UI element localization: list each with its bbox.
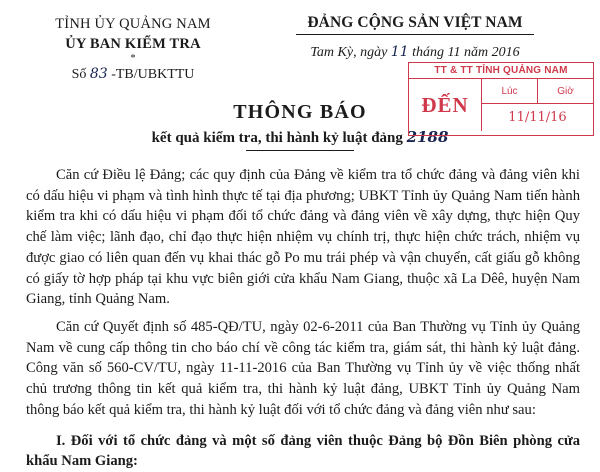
incoming-number-handwritten: 2188: [406, 128, 449, 146]
org-line-committee: ỦY BAN KIỂM TRA: [65, 36, 201, 52]
stamp-den-label: ĐẾN: [421, 92, 469, 117]
received-stamp: [408, 62, 594, 136]
document-number-line: [18, 66, 248, 83]
nation-underline: [296, 34, 534, 35]
stamp-fields: [481, 79, 593, 131]
issuing-organization: [18, 14, 248, 83]
stamp-gio-label: Giờ: [537, 79, 593, 103]
place-date-suffix: tháng 11 năm 2016: [412, 45, 520, 60]
document-number-label: Số: [71, 67, 87, 82]
page-subtitle-text: kết quả kiểm tra, thi hành kỷ luật đảng: [151, 130, 403, 146]
date-day-value: 11: [390, 44, 409, 60]
org-line-province: TỈNH ỦY QUẢNG NAM: [55, 16, 211, 32]
stamp-field-labels: [482, 79, 593, 103]
national-heading: [248, 14, 582, 61]
document-body: [0, 165, 600, 472]
document-number-value: 83: [89, 66, 108, 82]
body-paragraph-1: Căn cứ Điều lệ Đảng; các quy định của Đảng về kiểm tra tổ chức đảng và đảng viên khi có dấu hiệu vi phạm và tình hình thực tế tại địa phương; UBKT Tỉnh ủy Quảng Nam tiến hành kiểm tra khi có dấu hiệu vi phạm đối tổ chức đảng và đảng viên về xây dựng, thực hiện Quy chế làm việc; lãnh đạo, chỉ đạo thực hiện nhiệm vụ chính trị, thực hiện chức trách, nhiệm vụ được giao có liên quan đến vụ khai thác gỗ Po mu trái phép và vận chuyển, cất giấu gỗ không có giấy tờ hợp pháp tại khu vực biên giới cửa khẩu Nam Giang, thuộc xã La Dêê, huyện Nam Giang, tỉnh Quảng Nam.: [26, 167, 580, 308]
title-underline: [246, 150, 354, 151]
place-date-line: [248, 44, 582, 61]
place-date-prefix: Tam Kỳ, ngày: [310, 45, 388, 60]
body-paragraph-2: Căn cứ Quyết định số 485-QĐ/TU, ngày 02-6-2011 của Ban Thường vụ Tỉnh ủy Quảng Nam về cung cấp thông tin cho báo chí về công tác kiểm tra, giám sát, thi hành kỷ luật đảng. Công văn số 560-CV/TU, ngày 11-11-2016 của Ban Thường vụ Tỉnh ủy về việc thống nhất chủ trương thông tin kết quả kiểm tra, thi hành kỷ luật đảng, UBKT Tỉnh ủy Quảng Nam thông báo kết quả kiểm tra, thi hành kỷ luật đối với tổ chức đảng và đảng viên như sau:: [26, 319, 580, 418]
page-title: THÔNG BÁO: [233, 101, 367, 123]
stamp-organization: TT & TT TỈNH QUẢNG NAM: [434, 65, 568, 76]
stamp-luc-label: Lúc: [501, 85, 518, 97]
document-number-suffix: -TB/UBKTTU: [111, 67, 195, 82]
nation-title: ĐẢNG CỘNG SẢN VIỆT NAM: [307, 14, 523, 31]
stamp-body: [409, 79, 593, 131]
separator-star: *: [130, 53, 136, 64]
stamp-date-value: 11/11/16: [508, 110, 567, 126]
section-heading-1: I. Đối với tổ chức đảng và một số đảng viên thuộc Đảng bộ Đồn Biên phòng cửa khẩu Nam Giang:: [26, 432, 580, 470]
